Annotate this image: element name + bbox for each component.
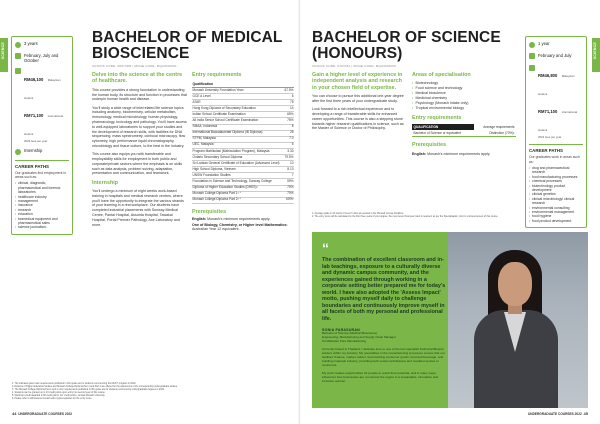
table-row: UNSW Foundation Studies 7 bbox=[192, 172, 294, 177]
list-item: • environmental consulting bbox=[529, 206, 583, 210]
list-item: • healthcare industry bbox=[15, 195, 69, 199]
page-footer: UNDERGRADUATE COURSES 2022 45 bbox=[527, 411, 588, 416]
table-row: Program Matrikulasi (Matriculation Program), Malaysia 3.33 bbox=[192, 148, 294, 153]
internship-heading: Internship bbox=[92, 179, 119, 186]
testimonial-quote: The combination of excellent classroom and in-lab teachings, exposure to a culturally diverse and dynamic campus community, and the experiences gained through working in a corporate setting better prepared me for today's world. I have also adopted the 'Assess Impact' motto, pushing myself daily to challenge boundaries and continuously improve myself in all facets of both my personal and professional life. bbox=[322, 257, 446, 322]
list-item: • Tropical environmental biology bbox=[412, 106, 516, 111]
footnotes: 1. Average grade in 24 points of Level 3 units as required in the Monash Course discipline. 2. The entry score will be calculated on the first three years of your degree; the most recent final year mark is required; as per the Specialisation, prior to commencement of this course. bbox=[312, 213, 499, 218]
list-item: • Food science and technology bbox=[412, 86, 516, 91]
course-codes: CRICOS CODE: 083749M | MOHE CODE: MQA/PA0001 bbox=[92, 64, 177, 68]
testimonial-box: “ The combination of excellent classroom and in-lab teachings, exposure to a culturally diverse and dynamic campus community, and the experiences gained through working in a corporate setting better prepared me for today's world. I have also adopted the 'Assess Impact' motto, pushing myself daily to challenge boundaries and continuously improve myself in all facets of both my personal and professional life. SONIA PARASURAN Bachelor of Science (Medical Bioscience) Engineering, Manufacturing and Supply Chain Manager Sri Maharani Pure Manufacturing Currently based in Thailand, I dedicate time to one of the few specialist Technical Biotech leaders within my industry. My specialities in the manufacturing processes ensure that our facilities' finance, market, labour, food working consumer goods, food and beverage, and building materials industry, providing both social contributions and resultant service to customers. My work creates opportunities for people to reach their potential, and in many ways, influences how businesses are run across the region in a sustainable, innovative and inclusive manner. bbox=[312, 232, 588, 408]
fees-row: RM46,100 Malaysian student RM71,100 international student 2022 fees per year bbox=[15, 68, 69, 143]
page-title: BACHELOR OF SCIENCE (HONOURS) bbox=[312, 29, 501, 62]
list-item: • food manufacturing processes bbox=[529, 175, 583, 179]
list-item: • biotechnology product development bbox=[529, 184, 583, 193]
section-tab: SCIENCE bbox=[592, 38, 600, 72]
entry-requirements-table: Qualification Monash University Foundation Year¹ 67.5% GCE A Level 6 ATAR 75 Hong Kong Diploma of Secondary Education 14 Indian School Certificate Examination 65% All India Senior School Certificate Examination 75% SMAA, Indonesia 8 International Baccalaureate Diploma (IB Diploma) 25 STPM, Malaysia 7.0 UEC, Malaysia 5 Program Matrikulasi (Matriculation Program), Malaysia 3.33 Ontario Secondary School Diploma 79.5% Sri Lankan General Certificate of Education (Advanced Level) 10 High School Diploma, Vietnam 8.13 UNSW Foundation Studies 7 Foundation in Science and Technology, Sunway College 59% Diploma of Higher Education Studies (DHES)² 70% Monash College Diploma Part 1³ ⁴ 70% Monash College Diploma Part 2³ ⁴ 60%³ bbox=[192, 82, 294, 202]
list-item: • chemical processes bbox=[529, 179, 583, 183]
career-list bbox=[15, 181, 69, 229]
list-item: • management bbox=[15, 199, 69, 203]
table-row: High School Diploma, Vietnam 8.13 bbox=[192, 166, 294, 171]
prerequisites-heading: Prerequisites bbox=[192, 208, 227, 215]
list-item: • Biotechnology bbox=[412, 81, 516, 86]
table-row: ATAR 75 bbox=[192, 99, 294, 104]
table-row: Ontario Secondary School Diploma 79.5% bbox=[192, 154, 294, 159]
career-paths-title: CAREER PATHS bbox=[15, 160, 69, 169]
specialisation-heading: Areas of specialisation bbox=[412, 72, 471, 78]
list-item: • Medical bioscience bbox=[412, 91, 516, 96]
course-info-box: 3 years February, July and October RM46,100 Malaysian student RM71,100 international student 2022 fees per year Internship CAREER PATHS Our graduates find employment in areas such as: • clinical, diagnostic, pharmaceutical and forensic laboratories • healthcare industry • management • insurance • research • education • biomedical equipment and pharmaceutical sales • science journalism. bbox=[11, 36, 73, 235]
list-item: • Medicinal chemistry bbox=[412, 96, 516, 101]
fees-row: RM46,800 Malaysian student RM71,100 international student 2022 fees per year bbox=[529, 64, 583, 139]
list-item: • insurance bbox=[15, 203, 69, 207]
intake-row: February, July and October bbox=[15, 53, 69, 63]
list-item: • clinical, diagnostic, pharmaceutical and forensic laboratories bbox=[15, 181, 69, 194]
list-item: • drug and pharmaceutical research bbox=[529, 166, 583, 175]
specialisation-list bbox=[412, 81, 516, 110]
quote-icon: “ bbox=[322, 240, 329, 256]
right-page bbox=[300, 0, 600, 424]
table-row: Monash College Diploma Part 2³ ⁴ 60%³ bbox=[192, 197, 294, 202]
testimonial-name: SONIA PARASURAN bbox=[322, 328, 360, 332]
table-row: Monash University Foundation Year¹ 67.5% bbox=[192, 87, 294, 92]
duration-row: 3 years bbox=[15, 41, 69, 48]
section-tab: SCIENCE bbox=[0, 38, 8, 72]
page-footer: 44 UNDERGRADUATE COURSES 2022 bbox=[12, 411, 73, 416]
course-codes: CRICOS CODE: 012345J | MOHE CODE: MQA/PA0000 bbox=[312, 64, 396, 68]
entry-requirements-column: Entry requirements Qualification Monash University Foundation Year¹ 67.5% GCE A Level 6 ATAR 75 Hong Kong Diploma of Secondary Education 14 Indian School Certificate Examination 65% All India Senior School Certificate Examination 75% SMAA, Indonesia 8 International Baccalaureate Diploma (IB Diploma) 25 STPM, Malaysia 7.0 UEC, Malaysia 5 Program Matrikulasi (Matriculation Program), Malaysia 3.33 Ontario Secondary School Diploma 79.5% Sri Lankan General Certificate of Education (Advanced Level) 10 High School Diploma, Vietnam 8.13 UNSW Foundation Studies 7 Foundation in Science and Technology, Sunway College 59% Diploma of Higher Education Studies (DHES)² 70% Monash College Diploma Part 1³ ⁴ 70% Monash College Diploma Part 2³ ⁴ 60%³ Prerequisites English: Monash's minimum requirements apply. One of Biology, Chemistry, or Higher level Mathematics: Australian Year 12 equivalent. bbox=[192, 72, 294, 232]
internship-row: Internship bbox=[15, 148, 69, 155]
clock-icon bbox=[529, 42, 535, 48]
duration-row: 1 year bbox=[529, 41, 583, 48]
money-icon bbox=[15, 68, 21, 74]
table-row: Hong Kong Diploma of Secondary Education 14 bbox=[192, 105, 294, 110]
list-item: • food hygiene bbox=[529, 214, 583, 218]
table-row: Foundation in Science and Technology, Sunway College 59% bbox=[192, 179, 294, 183]
table-row: Indian School Certificate Examination 65% bbox=[192, 111, 294, 116]
testimonial-photo bbox=[448, 232, 588, 408]
list-item: • Psychology (Monash Intake only) bbox=[412, 101, 516, 106]
list-item: • clinical genetics bbox=[529, 192, 583, 196]
table-row: GCE A Level 6 bbox=[192, 93, 294, 98]
briefcase-icon bbox=[15, 149, 21, 155]
table-row: UEC, Malaysia 5 bbox=[192, 142, 294, 147]
list-item: • biomedical equipment and pharmaceutical sales bbox=[15, 217, 69, 226]
table-row: All India Senior School Certificate Examination 75% bbox=[192, 118, 294, 123]
specialisation-column: Areas of specialisation • Biotechnology • Food science and technology • Medical bioscience • Medicinal chemistry • Psychology (Monash Intake only) • Tropical environmental biology Entry requirements QUALIFICATION Average requirements Bachelor of Science or equivalent Distinction (70%)¹ Prerequisites English: Monash's minimum requirements apply. bbox=[412, 72, 516, 160]
list-item: • research bbox=[15, 208, 69, 212]
list-item: • environmental management bbox=[529, 210, 583, 214]
calendar-icon bbox=[15, 53, 21, 59]
list-item: • science journalism. bbox=[15, 225, 69, 229]
intro-column: Delve into the science at the centre of healthcare. This course provides a strong foundation in understanding the human body, its structure and function in processes that underpin human health and disease. You'll study a wide range of interrelated life science topics including anatomy, biochemistry, cellular metabolism, immunology, medical microbiology, human physiology, pharmacology, toxicology and pathology. You'll have access to well-equipped laboratories to support your studies and the development of research skills, with facilities for DNA sequencing, mass spectrometry, confocal microscopy, flow cytometry, high performance liquid chromatography, microbiology and tissue culture, to the best in the industry. This course also equips you with transferable and employability skills for employment in both public and corporate/private sectors where the emphasis is on skills such as data analysis, problem solving, adaptation, presentation and communication, and teamwork. Internship You'll undergo a minimum of eight weeks work-based training in hospitals and medical research centres, where you'll have the opportunity to integrate the various strands of your learning in a real workplace. Our students have completed industrial placements with Sunway Medical Centre, Pantai Hospital, Assunta Hospital, Tawakal Hospital, Portal Premier Pathology, Axe Laboratory and more. bbox=[92, 72, 187, 227]
table-row: Diploma of Higher Education Studies (DHES)² 70% bbox=[192, 185, 294, 190]
page-title: BACHELOR OF MEDICAL BIOSCIENCE bbox=[92, 29, 283, 62]
list-item: • clinical microbiology/ clinical research bbox=[529, 197, 583, 206]
list-item: • education bbox=[15, 212, 69, 216]
table-row: Monash College Diploma Part 1³ ⁴ 70% bbox=[192, 191, 294, 196]
intake-row: February and July bbox=[529, 53, 583, 60]
career-paths-title: CAREER PATHS bbox=[529, 144, 583, 153]
table-row: SMAA, Indonesia 8 bbox=[192, 124, 294, 129]
entry-requirements-heading: Entry requirements bbox=[412, 114, 462, 121]
list-item: • food product development. bbox=[529, 219, 583, 223]
prerequisites-heading: Prerequisites bbox=[412, 142, 447, 149]
course-info-box: 1 year February and July RM46,800 Malaysian student RM71,100 international student 2022 fees per year CAREER PATHS Our graduates work in areas such as: • drug and pharmaceutical research • food manufacturing processes • chemical processes • biotechnology product development • clinical genetics • clinical microbiology/ clinical research • environmental consulting • environmental management • food hygiene • food product development. bbox=[525, 36, 587, 228]
intro-column: Gain a higher level of experience in independent analysis and research in your chosen field of expertise. You can choose to pursue this additional one-year degree after the first three years of your undergraduate study. Look forward to a rich intellectual experience and to developing a range of transferable skills for enhanced career opportunities. This course is also a stepping stone towards higher research qualifications in science, such as the Master of Science or Doctor of Philosophy. bbox=[312, 72, 404, 131]
table-row: International Baccalaureate Diploma (IB Diploma) 25 bbox=[192, 130, 294, 135]
footnotes: 1. The indicated pass mark requirements published in this guide are for students commencing the MUFY program in 2022. 2. Diploma of Higher Education Studies and Monash College Diploma Part 1 and Part 2 are offered for the classrooms of the corresponding undergraduate studies. 3. The Monash College Diploma Part 1 and 2 entry requirements published in this guide are for students commencing undergraduate degrees in 2022. 4. Students can be granted up to 24 credit points upon entry into second year of this course. 5. Maximum credit awarded is 96 credit points. For credit points, contact Monash University. 6. Please refer to admissions.monash.edu.my/prerequisites for the entry score. bbox=[12, 383, 178, 400]
clock-icon bbox=[15, 42, 21, 48]
calendar-icon bbox=[529, 53, 535, 59]
table-row: Bachelor of Science or equivalent Distinction (70%)¹ bbox=[413, 131, 515, 136]
money-icon bbox=[529, 65, 535, 71]
table-row: STPM, Malaysia 7.0 bbox=[192, 136, 294, 141]
table-row: Sri Lankan General Certificate of Education (Advanced Level) 10 bbox=[192, 160, 294, 165]
entry-requirements-table: QUALIFICATION Average requirements Bachelor of Science or equivalent Distinction (70%)¹ bbox=[413, 125, 515, 136]
